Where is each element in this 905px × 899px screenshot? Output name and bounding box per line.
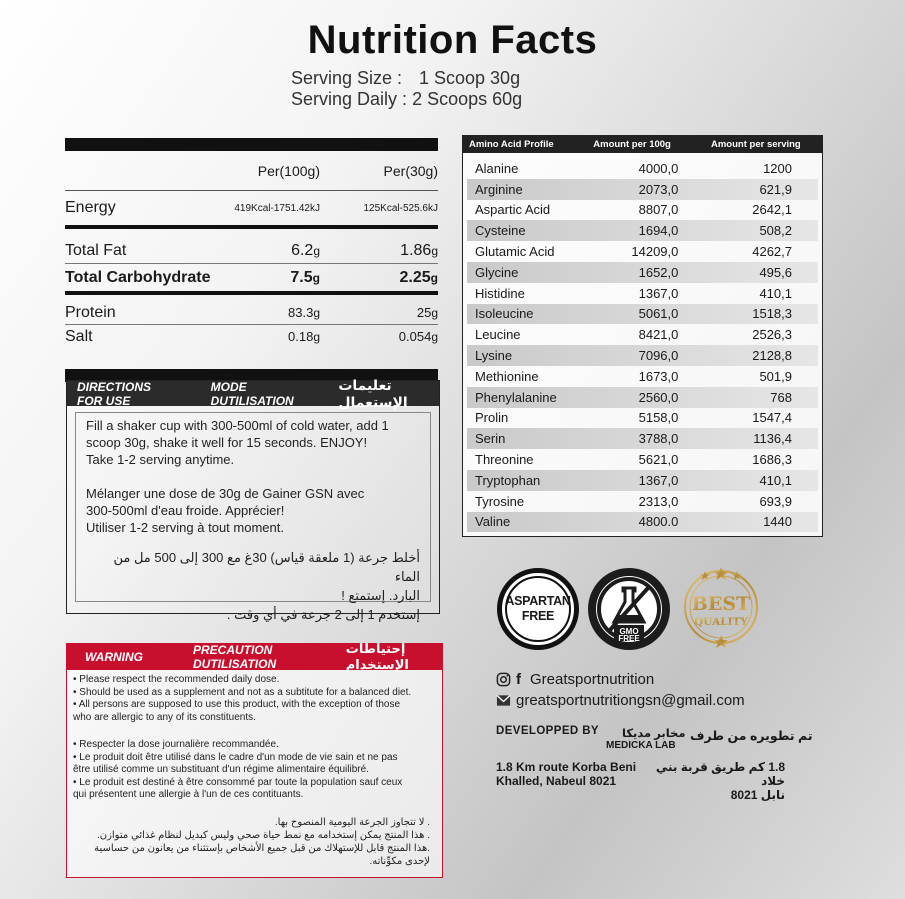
amino-per-serving: 2642,1 <box>752 202 792 218</box>
email-line <box>496 692 745 709</box>
serving-size-label: Serving Size : <box>291 68 403 88</box>
amino-name: Aspartic Acid <box>475 202 551 218</box>
amino-per-serving: 621,9 <box>759 181 792 197</box>
amino-per-serving: 1200 <box>763 160 792 176</box>
table-row <box>467 512 818 533</box>
nutrient-row: Total Fat 6.2g 1.86g <box>65 229 438 264</box>
table-row <box>467 428 818 449</box>
directions-title-ar: تعليمات الإستعمال <box>338 376 408 410</box>
table-row <box>467 324 818 345</box>
table-row <box>467 241 818 262</box>
lab-arabic: مخابر مديكا <box>622 728 686 740</box>
amino-per-serving: 1136,4 <box>753 431 792 447</box>
best-quality-badge <box>678 564 764 650</box>
energy-30g: 125Kcal-525.6kJ <box>363 202 438 214</box>
serving-daily-label: Serving Daily : <box>291 89 408 109</box>
top-bar <box>65 138 438 151</box>
warning-header <box>67 641 442 672</box>
amino-per-serving: 768 <box>770 389 792 405</box>
amino-per-100g: 1673,0 <box>638 368 679 384</box>
amino-per-100g: 4000,0 <box>638 160 679 176</box>
table-row <box>467 345 818 366</box>
amino-per-100g: 8807,0 <box>638 202 679 218</box>
amino-name: Alanine <box>475 160 519 176</box>
directions-header <box>67 376 439 410</box>
amino-name: Leucine <box>475 327 521 343</box>
amino-per-serving: 410,1 <box>759 285 792 301</box>
amino-per-100g: 2313,0 <box>638 493 679 509</box>
developped-by-arabic: تم تطويره من طرف <box>690 729 813 743</box>
amino-per-serving: 495,6 <box>759 264 792 280</box>
carb-30g: 2.25 <box>399 268 431 286</box>
email-text: greatsportnutritiongsn@gmail.com <box>516 692 745 709</box>
amino-per-serving: 1547,4 <box>752 410 792 426</box>
gmo-free-badge <box>588 568 670 650</box>
amino-name: Serin <box>475 431 506 447</box>
warning-arabic: . لا تتجاوز الجرعة اليومية المنصوح بها. . هذا المنتج يمكن إستخدامه مع نمط حياة صحي وليس كبديل لنظام غذائي متوازن. .هذا المنتج قابل للإستهلاك من قبل جميع الأشخاص بإستثناء من يعانون من حساسية لإحدى مكوِّناته. <box>94 816 430 867</box>
flask-icon <box>588 568 670 650</box>
amino-per-100g: 8421,0 <box>638 327 679 343</box>
amino-name: Tryptophan <box>475 472 541 488</box>
amino-per-100g: 1367,0 <box>638 472 679 488</box>
amino-name: Cysteine <box>475 223 526 239</box>
table-row <box>467 408 818 429</box>
social-handle <box>496 671 654 688</box>
table-row <box>467 220 818 241</box>
amino-per-100g: 5061,0 <box>638 306 679 322</box>
nutrient-row: Protein 83.3g 25g <box>65 295 438 325</box>
svg-text:QUALITY: QUALITY <box>694 616 748 628</box>
fat-label: Total Fat <box>65 242 127 259</box>
table-row <box>467 158 818 179</box>
table-row <box>467 449 818 470</box>
amino-per-100g: 1367,0 <box>638 285 679 301</box>
email-icon <box>496 693 511 708</box>
amino-name: Prolin <box>475 410 509 426</box>
svg-text:GMO: GMO <box>619 627 639 636</box>
table-row <box>467 262 818 283</box>
table-row <box>467 491 818 512</box>
page-title: Nutrition Facts <box>307 18 598 62</box>
carb-label: Total Carbohydrate <box>65 268 211 286</box>
serving-size-value: 1 Scoop 30g <box>419 68 521 88</box>
protein-100g: 83.3 <box>288 304 314 320</box>
amino-per-100g: 3788,0 <box>638 431 679 447</box>
protein-label: Protein <box>65 303 116 321</box>
amino-name: Isoleucine <box>475 306 534 322</box>
warning-body: • Please respect the recommended daily dose. • Should be used as a supplement and not as a subtitute for a balanced diet. • All persons are supposed to use this product, with the exception of those who are allergic to any of its constituents. • Respecter la dose journalière recommandée. • Le produit doit être utilisé dans le cadre d'un mode de vie sain et ne pas être utilisé comme un substituant d'un régime alimentaire équilibré. • Le produit est destiné à être consommé par toute la population sauf ceux qui présentent une allergie à l'un de ces contituants. . لا تتجاوز الجرعة اليومية المنصوح بها. . هذا المنتج يمكن إستخدامه مع نمط حياة صحي وليس كبديل لنظام غذائي متوازن. .هذا المنتج قابل للإستهلاك من قبل جميع الأشخاص بإستثناء من يعانون من حساسية لإحدى مكوِّناته. <box>67 670 442 872</box>
fat-100g: 6.2 <box>291 242 314 259</box>
nutrient-row: Total Carbohydrate 7.5g 2.25g <box>65 264 438 295</box>
energy-row <box>65 191 438 229</box>
amino-per-100g: 5621,0 <box>638 452 679 468</box>
lab-name: MEDICKA LAB <box>606 740 676 751</box>
table-row <box>467 179 818 200</box>
directions-box <box>66 376 440 622</box>
warning-title-fr: PRECAUTION DUTILISATION <box>193 643 277 671</box>
col-per-100g: Per(100g) <box>257 162 320 179</box>
amino-name: Threonine <box>475 452 534 468</box>
directions-title-fr: MODE DUTILISATION <box>210 379 294 408</box>
table-row <box>467 366 818 387</box>
amino-per-100g: 5158,0 <box>638 410 679 426</box>
amino-per-100g: 1694,0 <box>638 223 679 239</box>
aspartan-free-badge: ASPARTAN FREE <box>497 568 579 650</box>
amino-name: Arginine <box>475 181 523 197</box>
nutrition-table <box>65 138 438 382</box>
table-row <box>467 387 818 408</box>
carb-100g: 7.5 <box>290 268 313 286</box>
serving-daily-value: 2 Scoops 60g <box>412 89 523 109</box>
table-row <box>467 283 818 304</box>
amino-per-100g: 2073,0 <box>638 181 679 197</box>
svg-text:BEST: BEST <box>691 593 751 615</box>
amino-name: Glutamic Acid <box>475 244 555 260</box>
amino-per-serving: 2128,8 <box>752 348 792 364</box>
directions-title-en: DIRECTIONS FOR USE <box>77 379 152 408</box>
address-arabic: 1.8 كم طريق قربة بني خلاد نابل 8021 <box>655 760 785 802</box>
directions-body: Fill a shaker cup with 300-500ml of cold water, add 1 scoop 30g, shake it well for 15 seconds. ENJOY! Take 1-2 serving anytime. Mélanger une dose de 30g de Gainer GSN avec 300-500ml d'eau froide. Apprécier! Utiliser 1-2 serving à tout moment. أخلط جرعة (1 ملعقة قياس) 30غ مع 300 إلى 500 مل من الماء البارد. إستمتع ! إستخدم 1 إلى 2 جرعة في أي وقت . <box>75 412 431 602</box>
amino-name: Valine <box>475 514 511 530</box>
amino-per-100g: 14209,0 <box>631 244 679 260</box>
salt-30g: 0.054 <box>398 329 432 344</box>
amino-per-100g: 2560,0 <box>638 389 679 405</box>
salt-label: Salt <box>65 328 93 345</box>
amino-col-name: Amino Acid Profile <box>469 139 554 150</box>
amino-per-serving: 693,9 <box>759 493 792 509</box>
amino-per-100g: 4800.0 <box>638 514 679 530</box>
amino-col-serving: Amount per serving <box>711 139 801 150</box>
amino-col-100g: Amount per 100g <box>593 139 671 150</box>
warning-title-en: WARNING <box>85 650 143 664</box>
amino-name: Histidine <box>475 285 525 301</box>
amino-per-serving: 1440 <box>763 514 792 530</box>
amino-name: Lysine <box>475 348 513 364</box>
amino-header <box>463 136 822 153</box>
amino-acid-table <box>462 135 823 537</box>
nutrition-header <box>65 151 438 191</box>
amino-per-serving: 4262,7 <box>752 244 792 260</box>
protein-30g: 25 <box>416 304 432 320</box>
amino-per-serving: 508,2 <box>759 223 792 239</box>
table-row <box>467 470 818 491</box>
instagram-icon <box>496 672 511 687</box>
social-text: Greatsportnutrition <box>530 671 655 688</box>
amino-name: Glycine <box>475 264 519 280</box>
facebook-icon: f <box>516 671 521 688</box>
directions-arabic: أخلط جرعة (1 ملعقة قياس) 30غ مع 300 إلى 500 مل من الماء البارد. إستمتع ! إستخدم 1 إلى 2 جرعة في أي وقت . <box>113 550 420 622</box>
svg-text:FREE: FREE <box>618 634 640 643</box>
warning-title-ar: إحتياطات الإستخدام <box>345 641 409 672</box>
amino-name: Phenylalanine <box>475 389 557 405</box>
amino-name: Tyrosine <box>475 493 525 509</box>
address: 1.8 Km route Korba Beni Khalled, Nabeul 8021 <box>496 760 637 788</box>
energy-100g: 419Kcal-1751.42kJ <box>234 202 320 214</box>
warning-box <box>66 643 443 878</box>
developped-by: DEVELOPPED BY <box>496 725 599 737</box>
amino-per-serving: 1518,3 <box>752 306 792 322</box>
amino-per-100g: 1652,0 <box>638 264 679 280</box>
amino-rows <box>463 153 822 536</box>
table-row <box>467 304 818 325</box>
amino-per-serving: 1686,3 <box>752 452 792 468</box>
amino-per-serving: 501,9 <box>759 368 792 384</box>
amino-name: Methionine <box>475 368 539 384</box>
table-row <box>467 200 818 221</box>
salt-100g: 0.18 <box>288 329 314 344</box>
serving-info <box>291 68 522 110</box>
amino-per-serving: 410,1 <box>759 472 792 488</box>
col-per-30g: Per(30g) <box>383 162 438 179</box>
nutrient-row: Salt 0.18g 0.054g <box>65 328 438 345</box>
fat-30g: 1.86 <box>400 242 432 259</box>
amino-per-100g: 7096,0 <box>638 348 679 364</box>
energy-label: Energy <box>65 199 116 216</box>
amino-per-serving: 2526,3 <box>752 327 792 343</box>
